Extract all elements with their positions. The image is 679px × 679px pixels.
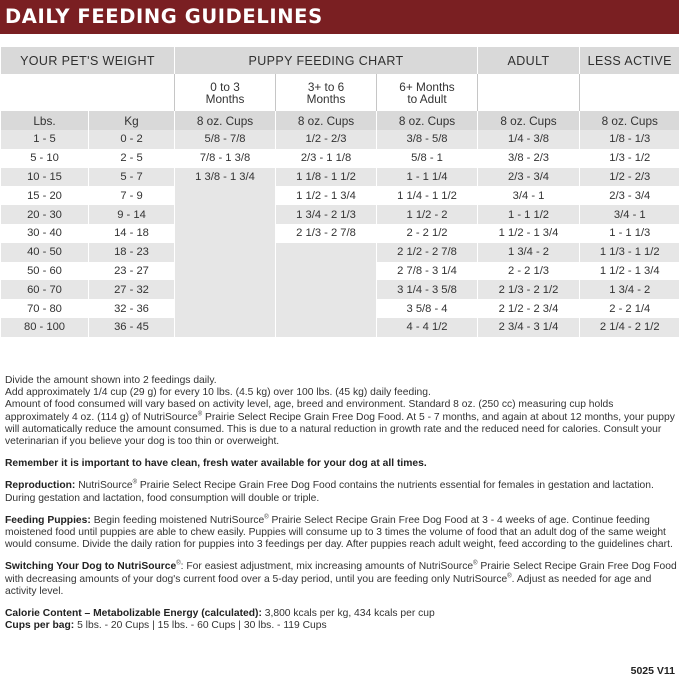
table-header-row	[1, 47, 679, 74]
note-cups-per-bag: Cups per bag: 5 lbs. - 20 Cups | 15 lbs. - 60 Cups | 30 lbs. - 119 Cups	[5, 620, 327, 632]
cell-lbs: 80 - 100	[1, 318, 89, 337]
weight-header: YOUR PET'S WEIGHT	[1, 47, 175, 74]
table-row	[1, 186, 679, 205]
cell-c2: 1 3/4 - 2 1/3	[276, 205, 377, 224]
units-row	[1, 111, 679, 130]
age-row	[1, 74, 679, 111]
cell-less: 1 3/4 - 2	[580, 280, 679, 299]
table-row	[1, 318, 679, 337]
cell-less: 1/3 - 1/2	[580, 149, 679, 168]
table-row	[1, 299, 679, 318]
cell-adult: 1 1/2 - 1 3/4	[478, 224, 580, 243]
cell-lbs: 70 - 80	[1, 299, 89, 318]
cell-c3: 1 1/4 - 1 1/2	[377, 186, 478, 205]
cell-lbs: 5 - 10	[1, 149, 89, 168]
cell-kg: 32 - 36	[89, 299, 175, 318]
cell-kg: 5 - 7	[89, 168, 175, 187]
cell-kg: 23 - 27	[89, 262, 175, 281]
product-code: 5025 V11	[630, 665, 675, 677]
cell-c2: 2/3 - 1 1/8	[276, 149, 377, 168]
cell-lbs: 10 - 15	[1, 168, 89, 187]
feeding-table	[0, 47, 679, 337]
kg-unit: Kg	[89, 111, 175, 130]
note-amount: Amount of food consumed will vary based on activity level, age, breed and environment. Standard 8 oz. (250 cc) measuring cup holds approximately 4 oz. (114 g) of NutriSource® Prairie Select Recipe Grain Free Dog Food. At 5 - 7 months, and again at about 12 months, your puppy will automatically reduce the amount consumed. This is due to a natural reduction in growth rate and the reduced need for calories. Consult your veterinarian if you believe your dog is too thin or overweight.	[5, 399, 675, 448]
cell-less: 1 1/2 - 1 3/4	[580, 262, 679, 281]
cell-kg: 18 - 23	[89, 243, 175, 262]
cell-c1	[175, 243, 276, 262]
cups-unit: 8 oz. Cups	[478, 111, 580, 130]
table-row	[1, 262, 679, 281]
cell-c2: 2 1/3 - 2 7/8	[276, 224, 377, 243]
cell-c1	[175, 224, 276, 243]
cell-lbs: 30 - 40	[1, 224, 89, 243]
cell-c3: 3 5/8 - 4	[377, 299, 478, 318]
table-row	[1, 224, 679, 243]
lbs-unit: Lbs.	[1, 111, 89, 130]
cell-kg: 36 - 45	[89, 318, 175, 337]
cell-lbs: 15 - 20	[1, 186, 89, 205]
cell-kg: 9 - 14	[89, 205, 175, 224]
table-row	[1, 149, 679, 168]
note-water: Remember it is important to have clean, fresh water available for your dog at all times.	[5, 458, 427, 470]
cell-c3: 3/8 - 5/8	[377, 130, 478, 149]
note-switching: Switching Your Dog to NutriSource®: For easiest adjustment, mix increasing amounts of NutriSource® Prairie Select Recipe Grain Free Dog Food with decreasing amounts of your dog's current food over a 5-day period, until you are feeding only NutriSource®. Adjust as needed for age and activity level.	[5, 561, 677, 597]
note-add: Add approximately 1/4 cup (29 g) for every 10 lbs. (4.5 kg) over 100 lbs. (45 kg) daily feeding.	[5, 387, 431, 399]
page-title: DAILY FEEDING GUIDELINES	[0, 0, 679, 34]
cell-adult: 2 - 2 1/3	[478, 262, 580, 281]
adult-header: ADULT	[478, 47, 580, 74]
cell-lbs: 40 - 50	[1, 243, 89, 262]
cell-c2: 1 1/2 - 1 3/4	[276, 186, 377, 205]
cell-c3: 2 1/2 - 2 7/8	[377, 243, 478, 262]
cell-c3: 2 - 2 1/2	[377, 224, 478, 243]
puppy-header: PUPPY FEEDING CHART	[175, 47, 478, 74]
cell-kg: 0 - 2	[89, 130, 175, 149]
cell-less: 1/2 - 2/3	[580, 168, 679, 187]
table-row	[1, 130, 679, 149]
cell-adult: 1/4 - 3/8	[478, 130, 580, 149]
cell-c3: 2 7/8 - 3 1/4	[377, 262, 478, 281]
cell-c1	[175, 205, 276, 224]
cell-kg: 7 - 9	[89, 186, 175, 205]
cell-kg: 2 - 5	[89, 149, 175, 168]
cell-c2	[276, 318, 377, 337]
cell-c2: 1/2 - 2/3	[276, 130, 377, 149]
cell-lbs: 1 - 5	[1, 130, 89, 149]
cell-c1: 1 3/8 - 1 3/4	[175, 168, 276, 187]
cell-c1	[175, 262, 276, 281]
cell-c1	[175, 186, 276, 205]
cell-adult: 2 1/2 - 2 3/4	[478, 299, 580, 318]
cups-unit: 8 oz. Cups	[580, 111, 679, 130]
cell-less: 2 1/4 - 2 1/2	[580, 318, 679, 337]
cell-lbs: 60 - 70	[1, 280, 89, 299]
cell-adult: 3/8 - 2/3	[478, 149, 580, 168]
cell-c1	[175, 318, 276, 337]
cups-unit: 8 oz. Cups	[377, 111, 478, 130]
less-active-header: LESS ACTIVE	[580, 47, 679, 74]
cell-less: 2 - 2 1/4	[580, 299, 679, 318]
cell-adult: 2 1/3 - 2 1/2	[478, 280, 580, 299]
cell-adult: 2/3 - 3/4	[478, 168, 580, 187]
table-row	[1, 243, 679, 262]
table-row	[1, 168, 679, 187]
note-calorie: Calorie Content – Metabolizable Energy (calculated): 3,800 kcals per kg, 434 kcals per cup	[5, 608, 435, 620]
cell-c1	[175, 299, 276, 318]
cell-adult: 1 3/4 - 2	[478, 243, 580, 262]
cell-less: 1 - 1 1/3	[580, 224, 679, 243]
cell-c3: 1 - 1 1/4	[377, 168, 478, 187]
note-divide: Divide the amount shown into 2 feedings daily.	[5, 375, 217, 386]
age-group-3: 6+ Months to Adult	[377, 74, 478, 111]
cell-c1	[175, 280, 276, 299]
cell-c1: 5/8 - 7/8	[175, 130, 276, 149]
cell-less: 1 1/3 - 1 1/2	[580, 243, 679, 262]
cell-c2	[276, 262, 377, 281]
cell-c3: 1 1/2 - 2	[377, 205, 478, 224]
cups-unit: 8 oz. Cups	[276, 111, 377, 130]
cell-c3: 4 - 4 1/2	[377, 318, 478, 337]
cell-less: 2/3 - 3/4	[580, 186, 679, 205]
cell-less: 3/4 - 1	[580, 205, 679, 224]
cell-adult: 3/4 - 1	[478, 186, 580, 205]
cell-c2	[276, 243, 377, 262]
cell-adult: 1 - 1 1/2	[478, 205, 580, 224]
cell-c2	[276, 299, 377, 318]
cell-c2: 1 1/8 - 1 1/2	[276, 168, 377, 187]
feeding-notes	[5, 375, 677, 632]
note-feeding-puppies: Feeding Puppies: Begin feeding moistened NutriSource® Prairie Select Recipe Grain Free Dog Food at 3 - 4 weeks of age. Continue feeding moistened food until puppies are able to chew easily. Puppies will consume up to 3 times the volume of food that an adult dog of the same weight would consume. Divide the daily ration for puppies into 3 feedings per day. After puppies reach adult weight, feed according to the guidelines chart.	[5, 514, 673, 551]
age-group-2: 3+ to 6 Months	[276, 74, 377, 111]
cell-c3: 3 1/4 - 3 5/8	[377, 280, 478, 299]
cell-c1: 7/8 - 1 3/8	[175, 149, 276, 168]
note-reproduction: Reproduction: NutriSource® Prairie Select Recipe Grain Free Dog Food contains the nutrients essential for females in gestation and lactation. During gestation and lactation, food consumption will double or triple.	[5, 480, 654, 504]
cell-kg: 27 - 32	[89, 280, 175, 299]
cell-c2	[276, 280, 377, 299]
age-group-1: 0 to 3 Months	[175, 74, 276, 111]
cell-lbs: 20 - 30	[1, 205, 89, 224]
cell-adult: 2 3/4 - 3 1/4	[478, 318, 580, 337]
cell-kg: 14 - 18	[89, 224, 175, 243]
table-row	[1, 205, 679, 224]
table-row	[1, 280, 679, 299]
cell-lbs: 50 - 60	[1, 262, 89, 281]
cell-c3: 5/8 - 1	[377, 149, 478, 168]
cell-less: 1/8 - 1/3	[580, 130, 679, 149]
cups-unit: 8 oz. Cups	[175, 111, 276, 130]
